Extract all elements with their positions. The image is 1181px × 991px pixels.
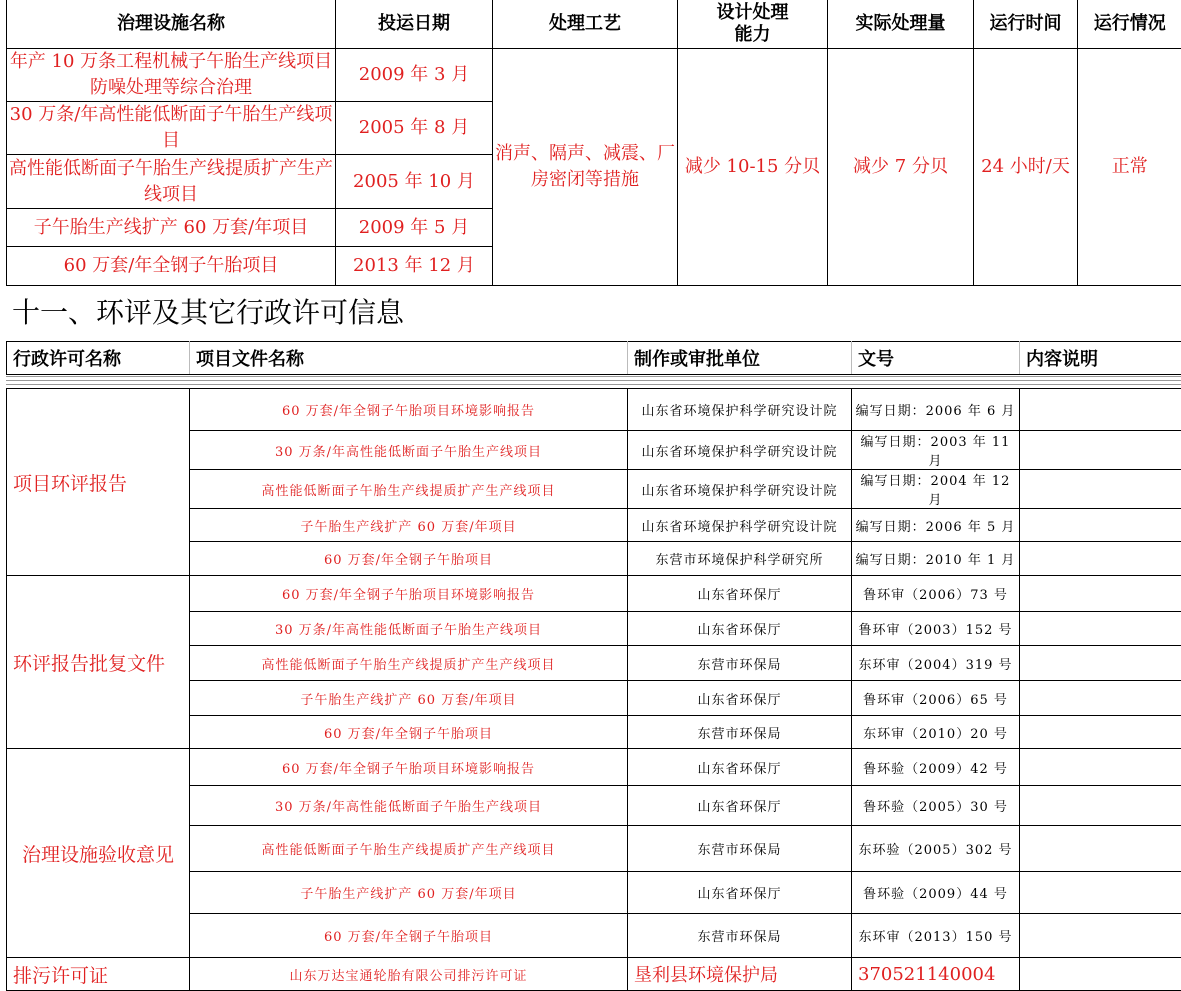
facility-date: 2013 年 12 月: [336, 247, 493, 286]
table-row: [7, 389, 1181, 431]
facility-name: 高性能低断面子午胎生产线提质扩产生产线项目: [7, 155, 336, 209]
doc-number: 编写日期：2003 年 11 月: [852, 431, 1020, 470]
unit-name: 山东省环境保护科学研究设计院: [628, 470, 852, 509]
doc-number: 鲁环审（2006）73 号: [852, 576, 1020, 612]
unit-name: 山东省环保厅: [628, 681, 852, 716]
header-design-capacity: [678, 0, 828, 49]
doc-name: 子午胎生产线扩产 60 万套/年项目: [190, 509, 628, 542]
unit-name: 垦利县环境保护局: [628, 958, 852, 991]
doc-number: 鲁环审（2006）65 号: [852, 681, 1020, 716]
facility-run-time: 24 小时/天: [974, 49, 1078, 286]
header-design-line2: 能力: [735, 24, 771, 45]
header-process: 处理工艺: [493, 0, 678, 49]
doc-name: 60 万套/年全钢子午胎项目环境影响报告: [190, 389, 628, 431]
facility-name: 年产 10 万条工程机械子午胎生产线项目防噪处理等综合治理: [7, 49, 336, 102]
table-separator: [0, 374, 1181, 388]
doc-name: 高性能低断面子午胎生产线提质扩产生产线项目: [190, 646, 628, 681]
description-cell: [1020, 826, 1181, 872]
unit-name: 山东省环保厅: [628, 576, 852, 612]
unit-name: 东营市环保局: [628, 914, 852, 958]
header-facility-name: 治理设施名称: [7, 0, 336, 49]
description-cell: [1020, 509, 1181, 542]
doc-number: 编写日期：2006 年 6 月: [852, 389, 1020, 431]
table-row: [7, 749, 1181, 786]
description-cell: [1020, 470, 1181, 509]
header-design-line1: 设计处理: [717, 2, 789, 23]
header-doc-name: 项目文件名称: [190, 342, 628, 375]
description-cell: [1020, 749, 1181, 786]
description-cell: [1020, 958, 1181, 991]
doc-name: 子午胎生产线扩产 60 万套/年项目: [190, 872, 628, 914]
permit-header-table: [6, 341, 1181, 375]
header-run-time: 运行时间: [974, 0, 1078, 49]
facility-date: 2009 年 5 月: [336, 209, 493, 247]
header-permit-name: 行政许可名称: [7, 342, 190, 375]
header-description: 内容说明: [1020, 342, 1181, 375]
table-row: [7, 576, 1181, 612]
doc-number: 编写日期：2006 年 5 月: [852, 509, 1020, 542]
facility-design-capacity: 减少 10-15 分贝: [678, 49, 828, 286]
doc-name: 山东万达宝通轮胎有限公司排污许可证: [190, 958, 628, 991]
section-title: 十一、环评及其它行政许可信息: [12, 294, 404, 332]
doc-name: 60 万套/年全钢子午胎项目环境影响报告: [190, 576, 628, 612]
doc-number: 东环审（2013）150 号: [852, 914, 1020, 958]
facility-row: [7, 49, 1181, 102]
description-cell: [1020, 786, 1181, 826]
description-cell: [1020, 716, 1181, 749]
table-row: [7, 958, 1181, 991]
unit-name: 山东省环境保护科学研究设计院: [628, 509, 852, 542]
description-cell: [1020, 389, 1181, 431]
header-status: 运行情况: [1078, 0, 1181, 49]
description-cell: [1020, 576, 1181, 612]
facility-actual-amount: 减少 7 分贝: [828, 49, 974, 286]
facility-date: 2005 年 10 月: [336, 155, 493, 209]
group-name: 环评报告批复文件: [7, 576, 190, 749]
permit-table: [6, 388, 1181, 991]
doc-name: 30 万条/年高性能低断面子午胎生产线项目: [190, 786, 628, 826]
header-actual-amount: 实际处理量: [828, 0, 974, 49]
doc-name: 30 万条/年高性能低断面子午胎生产线项目: [190, 431, 628, 470]
doc-number: 鲁环审（2003）152 号: [852, 612, 1020, 646]
doc-name: 60 万套/年全钢子午胎项目: [190, 914, 628, 958]
unit-name: 东营市环保局: [628, 716, 852, 749]
description-cell: [1020, 872, 1181, 914]
unit-name: 山东省环境保护科学研究设计院: [628, 389, 852, 431]
unit-name: 山东省环保厅: [628, 749, 852, 786]
facility-table: [6, 0, 1181, 286]
facility-status: 正常: [1078, 49, 1181, 286]
facility-name: 60 万套/年全钢子午胎项目: [7, 247, 336, 286]
facility-process: 消声、隔声、减震、厂房密闭等措施: [493, 49, 678, 286]
group-name: 治理设施验收意见: [7, 749, 190, 958]
unit-name: 东营市环保局: [628, 646, 852, 681]
doc-name: 60 万套/年全钢子午胎项目环境影响报告: [190, 749, 628, 786]
doc-number: 鲁环验（2009）44 号: [852, 872, 1020, 914]
description-cell: [1020, 612, 1181, 646]
facility-name: 30 万条/年高性能低断面子午胎生产线项目: [7, 102, 336, 155]
doc-name: 子午胎生产线扩产 60 万套/年项目: [190, 681, 628, 716]
unit-name: 东营市环境保护科学研究所: [628, 542, 852, 576]
doc-number: 鲁环验（2005）30 号: [852, 786, 1020, 826]
facility-header-row: [7, 0, 1181, 49]
unit-name: 山东省环保厅: [628, 872, 852, 914]
description-cell: [1020, 914, 1181, 958]
facility-name: 子午胎生产线扩产 60 万套/年项目: [7, 209, 336, 247]
doc-number: 鲁环验（2009）42 号: [852, 749, 1020, 786]
unit-name: 山东省环保厅: [628, 786, 852, 826]
permit-header-row: [7, 342, 1181, 375]
description-cell: [1020, 431, 1181, 470]
description-cell: [1020, 681, 1181, 716]
doc-number: 东环审（2004）319 号: [852, 646, 1020, 681]
doc-number: 编写日期：2010 年 1 月: [852, 542, 1020, 576]
doc-name: 高性能低断面子午胎生产线提质扩产生产线项目: [190, 826, 628, 872]
doc-number: 东环审（2010）20 号: [852, 716, 1020, 749]
doc-number: 编写日期：2004 年 12 月: [852, 470, 1020, 509]
unit-name: 山东省环境保护科学研究设计院: [628, 431, 852, 470]
doc-name: 60 万套/年全钢子午胎项目: [190, 542, 628, 576]
header-unit: 制作或审批单位: [628, 342, 852, 375]
doc-name: 60 万套/年全钢子午胎项目: [190, 716, 628, 749]
header-start-date: 投运日期: [336, 0, 493, 49]
description-cell: [1020, 542, 1181, 576]
group-name: 项目环评报告: [7, 389, 190, 576]
header-doc-number: 文号: [852, 342, 1020, 375]
doc-name: 高性能低断面子午胎生产线提质扩产生产线项目: [190, 470, 628, 509]
facility-date: 2009 年 3 月: [336, 49, 493, 102]
facility-date: 2005 年 8 月: [336, 102, 493, 155]
doc-number: 370521140004: [852, 958, 1020, 991]
unit-name: 山东省环保厅: [628, 612, 852, 646]
unit-name: 东营市环保局: [628, 826, 852, 872]
group-name: 排污许可证: [7, 958, 190, 991]
doc-number: 东环验（2005）302 号: [852, 826, 1020, 872]
doc-name: 30 万条/年高性能低断面子午胎生产线项目: [190, 612, 628, 646]
description-cell: [1020, 646, 1181, 681]
